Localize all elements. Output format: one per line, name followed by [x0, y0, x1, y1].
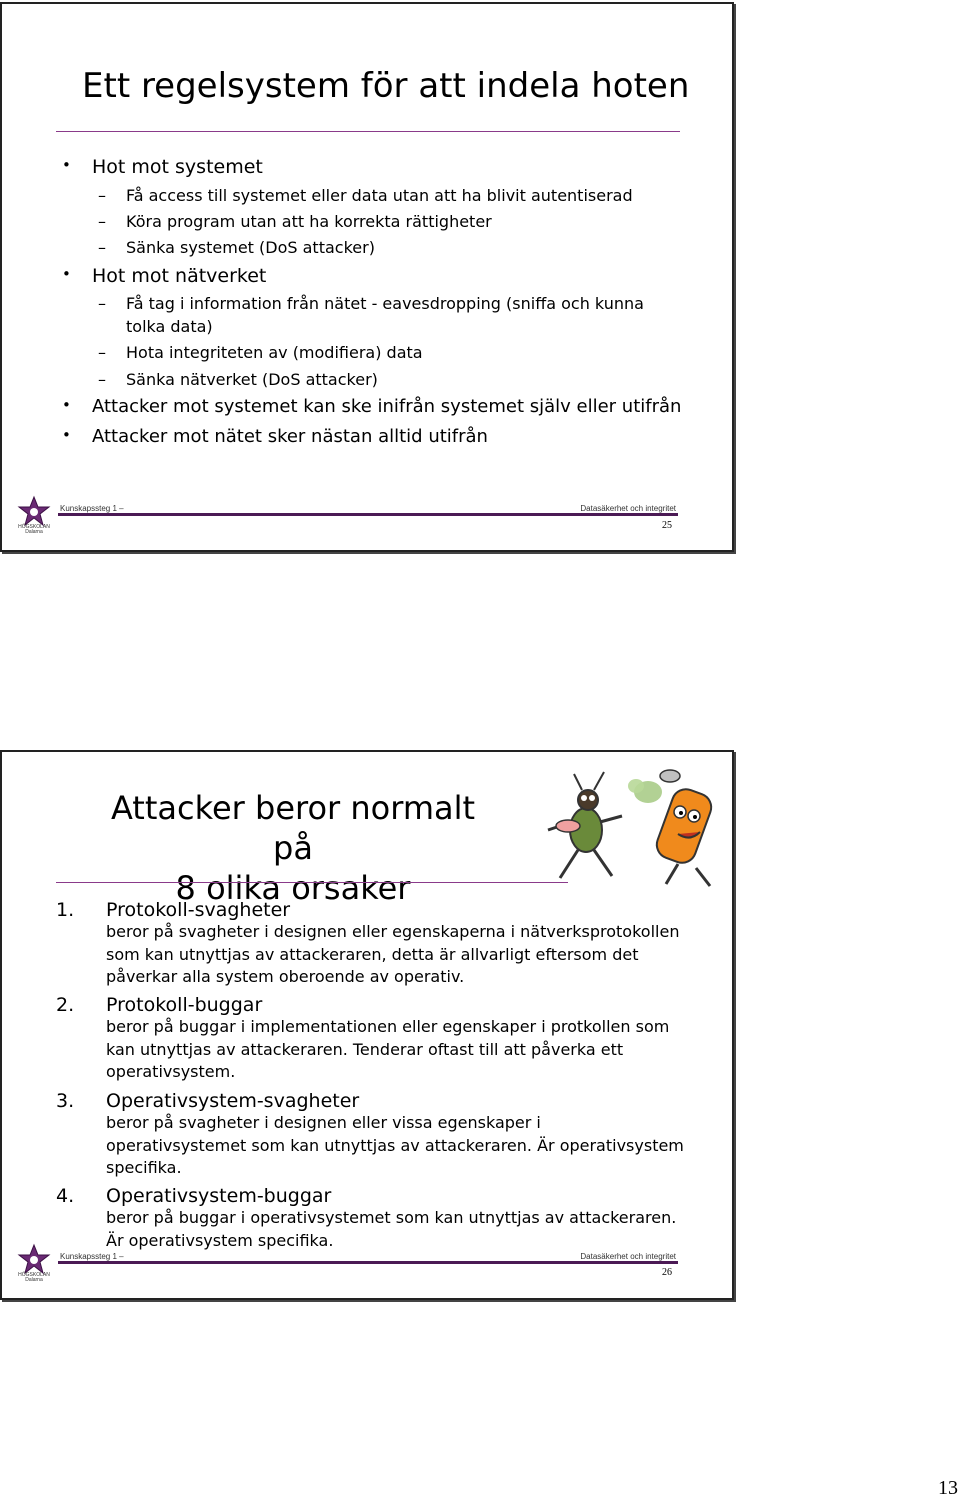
- dash-icon: –: [98, 238, 106, 257]
- dash-icon: –: [98, 343, 106, 362]
- description-line: beror på svagheter i designen eller egenskaperna i nätverksprotokollen: [106, 922, 680, 941]
- sub-item: [98, 212, 492, 231]
- item-description: [106, 1207, 706, 1252]
- description-line: specifika.: [106, 1158, 182, 1177]
- footer-bar: [58, 513, 678, 516]
- item-heading: Protokoll-svagheter: [106, 899, 291, 921]
- footer-subject: Datasäkerhet och integritet: [580, 504, 676, 513]
- footer-bar: [58, 1261, 678, 1264]
- item-number: 2.: [56, 994, 75, 1016]
- slide-title: Ett regelsystem för att indela hoten: [82, 66, 690, 106]
- bullet-icon: •: [62, 426, 71, 444]
- sub-item-text: tolka data): [126, 317, 213, 336]
- sub-item: [98, 343, 423, 362]
- description-line: kan utnyttjas av attackeraren. Tenderar oftast till att påverka ett: [106, 1039, 624, 1059]
- bullet-icon: •: [62, 156, 71, 174]
- dash-icon: –: [98, 186, 106, 205]
- footer-course: Kunskapssteg 1 –: [60, 1252, 124, 1261]
- bug-spray-cartoon-icon: [538, 760, 728, 890]
- description-line: beror på buggar i operativsystemet som kan utnyttjas av attackeraren.: [106, 1208, 677, 1227]
- slide-title: [106, 788, 480, 908]
- item-number: 3.: [56, 1090, 75, 1112]
- footer-course: Kunskapssteg 1 –: [60, 504, 124, 513]
- sub-item-text: Sänka nätverket (DoS attacker): [126, 370, 378, 389]
- star-logo-icon: [14, 495, 54, 527]
- sub-item-text: Sänka systemet (DoS attacker): [126, 238, 375, 257]
- logo-text: HÖGSKOLAN: [18, 524, 50, 530]
- star-logo-icon: [14, 1243, 54, 1275]
- school-logo: [14, 1243, 54, 1285]
- bullet-item: [62, 396, 682, 417]
- sub-item: [98, 294, 644, 313]
- slide-number: 26: [662, 1267, 672, 1278]
- slide-footer: [58, 1252, 698, 1269]
- title-rule: [56, 882, 568, 883]
- school-logo: [14, 495, 54, 537]
- dash-icon: –: [98, 294, 106, 313]
- page-number: 13: [938, 1477, 958, 1499]
- item-heading: Operativsystem-buggar: [106, 1185, 332, 1207]
- sub-item-text: Få access till systemet eller data utan att ha blivit autentiserad: [126, 186, 633, 205]
- title-rule: [56, 131, 680, 132]
- sub-item: [98, 370, 378, 389]
- bullet-text: Hot mot systemet: [92, 156, 263, 178]
- bullet-icon: •: [62, 265, 71, 283]
- description-line: beror på svagheter i designen eller vissa egenskaper i: [106, 1113, 541, 1132]
- slide-number: 25: [662, 520, 672, 531]
- description-line: Är operativsystem specifika.: [106, 1230, 334, 1250]
- bullet-item: [62, 426, 488, 447]
- sub-item-text: Köra program utan att ha korrekta rättigheter: [126, 212, 492, 231]
- slide-title-line: Attacker beror normalt på: [110, 789, 476, 867]
- description-line: påverkar alla system oberoende av operativ.: [106, 967, 465, 986]
- item-description: [106, 921, 706, 989]
- logo-text: Dalarna: [25, 1277, 43, 1283]
- description-line: operativsystem.: [106, 1062, 236, 1081]
- item-description: [106, 1016, 706, 1084]
- slide-title-line: 8 olika orsaker: [175, 869, 411, 907]
- item-heading: Operativsystem-svagheter: [106, 1090, 360, 1112]
- bullet-item: [62, 156, 263, 178]
- logo-text: HÖGSKOLAN: [18, 1272, 50, 1278]
- sub-item-text: Hota integriteten av (modifiera) data: [126, 343, 423, 362]
- dash-icon: –: [98, 370, 106, 389]
- bullet-text: Attacker mot nätet sker nästan alltid utifrån: [92, 426, 488, 447]
- dash-icon: –: [98, 212, 106, 231]
- sub-item-text: Få tag i information från nätet - eavesdropping (sniffa och kunna: [126, 294, 644, 313]
- slide-footer: [58, 504, 698, 521]
- bullet-text: Attacker mot systemet kan ske inifrån systemet själv eller utifrån: [92, 396, 682, 417]
- description-line: operativsystemet som kan utnyttjas av attackeraren. Är operativsystem: [106, 1135, 684, 1155]
- item-number: 4.: [56, 1185, 75, 1207]
- sub-item: [98, 186, 633, 205]
- bullet-icon: •: [62, 396, 71, 414]
- item-description: [106, 1112, 706, 1180]
- footer-subject: Datasäkerhet och integritet: [580, 1252, 676, 1261]
- bullet-item: [62, 265, 267, 287]
- sub-item: [98, 238, 375, 257]
- logo-text: Dalarna: [25, 529, 43, 535]
- sub-item-continuation: [126, 317, 213, 336]
- item-heading: Protokoll-buggar: [106, 994, 263, 1016]
- description-line: beror på buggar i implementationen eller egenskaper i protkollen som: [106, 1017, 670, 1036]
- bullet-text: Hot mot nätverket: [92, 265, 267, 287]
- description-line: som kan utnyttjas av attackeraren, detta är allvarligt eftersom det: [106, 944, 639, 964]
- item-number: 1.: [56, 899, 75, 921]
